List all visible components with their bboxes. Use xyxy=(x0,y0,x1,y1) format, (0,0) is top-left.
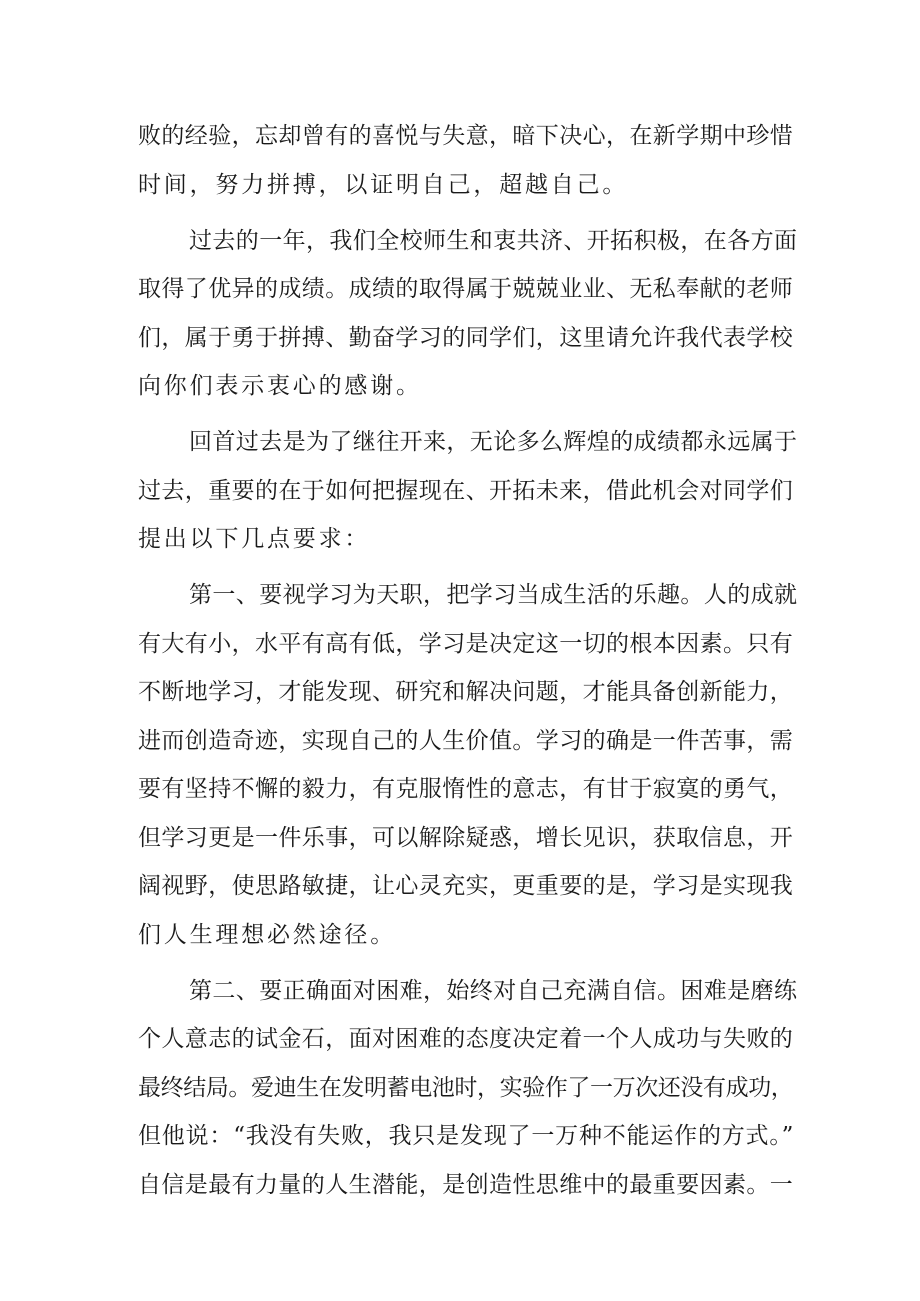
text-line: 进而创造奇迹，实现自己的人生价值。学习的确是一件苦事，需 xyxy=(138,727,794,754)
text-line: 但学习更是一件乐事，可以解除疑惑，增长见识，获取信息，开 xyxy=(138,824,794,851)
text-line: 要有坚持不懈的毅力，有克服惰性的意志，有甘于寂寞的勇气， xyxy=(138,776,794,802)
document-body xyxy=(138,112,798,1209)
text-line: 时间，努力拼搏，以证明自己，超越自己。 xyxy=(138,171,629,198)
text-line: 第一、要视学习为天职，把学习当成生活的乐趣。人的成就 xyxy=(189,582,798,608)
text-line: 取得了优异的成绩。成绩的取得属于兢兢业业、无私奉献的老师 xyxy=(138,276,794,302)
text-line: 提出以下几点要求： xyxy=(138,526,371,552)
text-line: 过去的一年，我们全校师生和衷共济、开拓积极，在各方面 xyxy=(189,227,798,254)
text-line: 们，属于勇于拼搏、勤奋学习的同学们，这里请允许我代表学校 xyxy=(138,324,794,351)
text-line: 第二、要正确面对困难，始终对自己充满自信。困难是磨练 xyxy=(189,977,798,1004)
text-line: 们人生理想必然途径。 xyxy=(138,921,396,948)
text-line: 有大有小，水平有高有低，学习是决定这一切的根本因素。只有 xyxy=(138,630,794,657)
text-line: 败的经验，忘却曾有的喜悦与失意，暗下决心，在新学期中珍惜 xyxy=(138,123,794,149)
text-line: 过去，重要的在于如何把握现在、开拓未来，借此机会对同学们 xyxy=(138,477,794,504)
text-line: 回首过去是为了继往开来，无论多么辉煌的成绩都永远属于 xyxy=(189,429,798,455)
text-line: 向你们表示衷心的感谢。 xyxy=(138,373,422,399)
paragraph-continuation xyxy=(138,112,798,209)
text-line: 不断地学习，才能发现、研究和解决问题，才能具备创新能力， xyxy=(138,679,794,705)
text-line: 但他说：“我没有失败，我只是发现了一万种不能运作的方式。” xyxy=(138,1123,795,1149)
paragraph-first-requirement xyxy=(138,571,798,959)
text-line: 最终结局。爱迪生在发明蓄电池时，实验作了一万次还没有成功， xyxy=(138,1074,794,1101)
paragraph-second-requirement xyxy=(138,967,798,1210)
text-line: 阔视野，使思路敏捷，让心灵充实，更重要的是，学习是实现我 xyxy=(138,873,794,899)
text-line: 个人意志的试金石，面对困难的态度决定着一个人成功与失败的 xyxy=(138,1026,794,1052)
paragraph-looking-back xyxy=(138,418,798,564)
text-line: 自信是最有力量的人生潜能，是创造性思维中的最重要因素。一 xyxy=(138,1171,794,1198)
paragraph-past-year xyxy=(138,217,798,411)
